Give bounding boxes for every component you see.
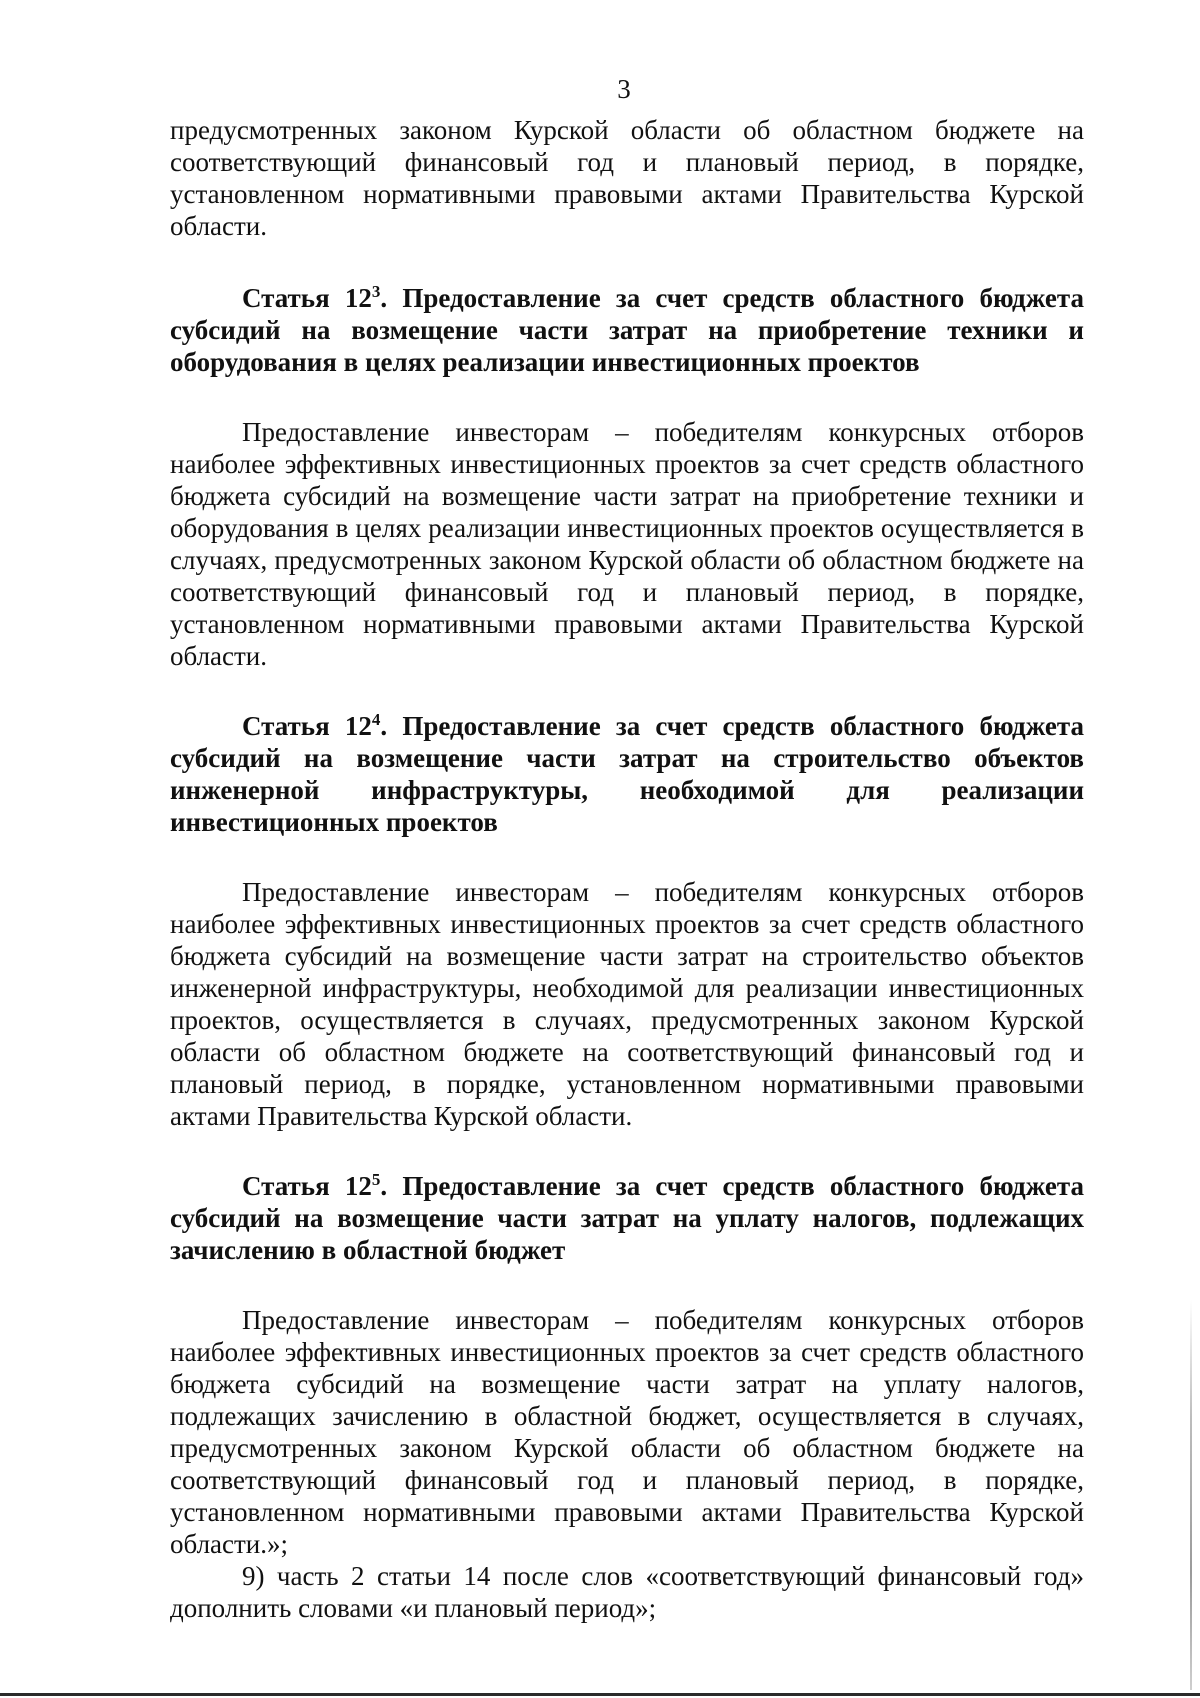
closing-paragraph: 9) часть 2 статьи 14 после слов «соответствующий финансовый год» дополнить словами «и плановый период»; bbox=[170, 1561, 1084, 1623]
article-heading-superscript: 4 bbox=[371, 710, 381, 729]
scan-edge-artifact bbox=[1190, 1300, 1192, 1690]
article-heading-title: . Предоставление за счет средств областного бюджета субсидий на возмещение части затрат на уплату налогов, подлежащих зачислению в областной бюджет bbox=[170, 1171, 1084, 1265]
article-heading-prefix: Статья 12 bbox=[242, 1171, 372, 1201]
article-heading-prefix: Статья 12 bbox=[242, 711, 372, 741]
article-heading-12-4 bbox=[170, 710, 1084, 838]
article-heading-12-3 bbox=[170, 282, 1084, 378]
article-heading-prefix: Статья 12 bbox=[242, 283, 372, 313]
article-body-12-3: Предоставление инвесторам – победителям конкурсных отборов наиболее эффективных инвестиционных проектов за счет средств областного бюджета субсидий на возмещение части затрат на приобретение техники и оборудования в целях реализации инвестиционных проектов осуществляется в случаях, предусмотренных законом Курской области об областном бюджете на соответствующий финансовый год и плановый период, в порядке, установленном нормативными правовыми актами Правительства Курской области. bbox=[170, 417, 1084, 671]
scan-bottom-border bbox=[0, 1693, 1200, 1696]
article-heading-superscript: 3 bbox=[371, 282, 381, 301]
intro-paragraph: предусмотренных законом Курской области об областном бюджете на соответствующий финансовый год и плановый период, в порядке, установленном нормативными правовыми актами Правительства Курской области. bbox=[170, 115, 1084, 241]
document-body bbox=[170, 114, 1084, 1624]
article-body-12-4: Предоставление инвесторам – победителям конкурсных отборов наиболее эффективных инвестиционных проектов за счет средств областного бюджета субсидий на возмещение части затрат на строительство объектов инженерной инфраструктуры, необходимой для реализации инвестиционных проектов, осуществляется в случаях, предусмотренных законом Курской области об областном бюджете на соответствующий финансовый год и плановый период, в порядке, установленном нормативными правовыми актами Правительства Курской области. bbox=[170, 877, 1084, 1131]
article-heading-title: . Предоставление за счет средств областного бюджета субсидий на возмещение части затрат на строительство объектов инженерной инфраструктуры, необходимой для реализации инвестиционных проектов bbox=[170, 711, 1084, 837]
article-heading-superscript: 5 bbox=[371, 1170, 381, 1189]
article-body-12-5: Предоставление инвесторам – победителям конкурсных отборов наиболее эффективных инвестиционных проектов за счет средств областного бюджета субсидий на возмещение части затрат на уплату налогов, подлежащих зачислению в областной бюджет, осуществляется в случаях, предусмотренных законом Курской области об областном бюджете на соответствующий финансовый год и плановый период, в порядке, установленном нормативными правовыми актами Правительства Курской области.»; bbox=[170, 1305, 1084, 1559]
article-heading-12-5 bbox=[170, 1170, 1084, 1266]
article-heading-title: . Предоставление за счет средств областного бюджета субсидий на возмещение части затрат на приобретение техники и оборудования в целях реализации инвестиционных проектов bbox=[170, 283, 1084, 377]
page-number: 3 bbox=[617, 74, 631, 104]
